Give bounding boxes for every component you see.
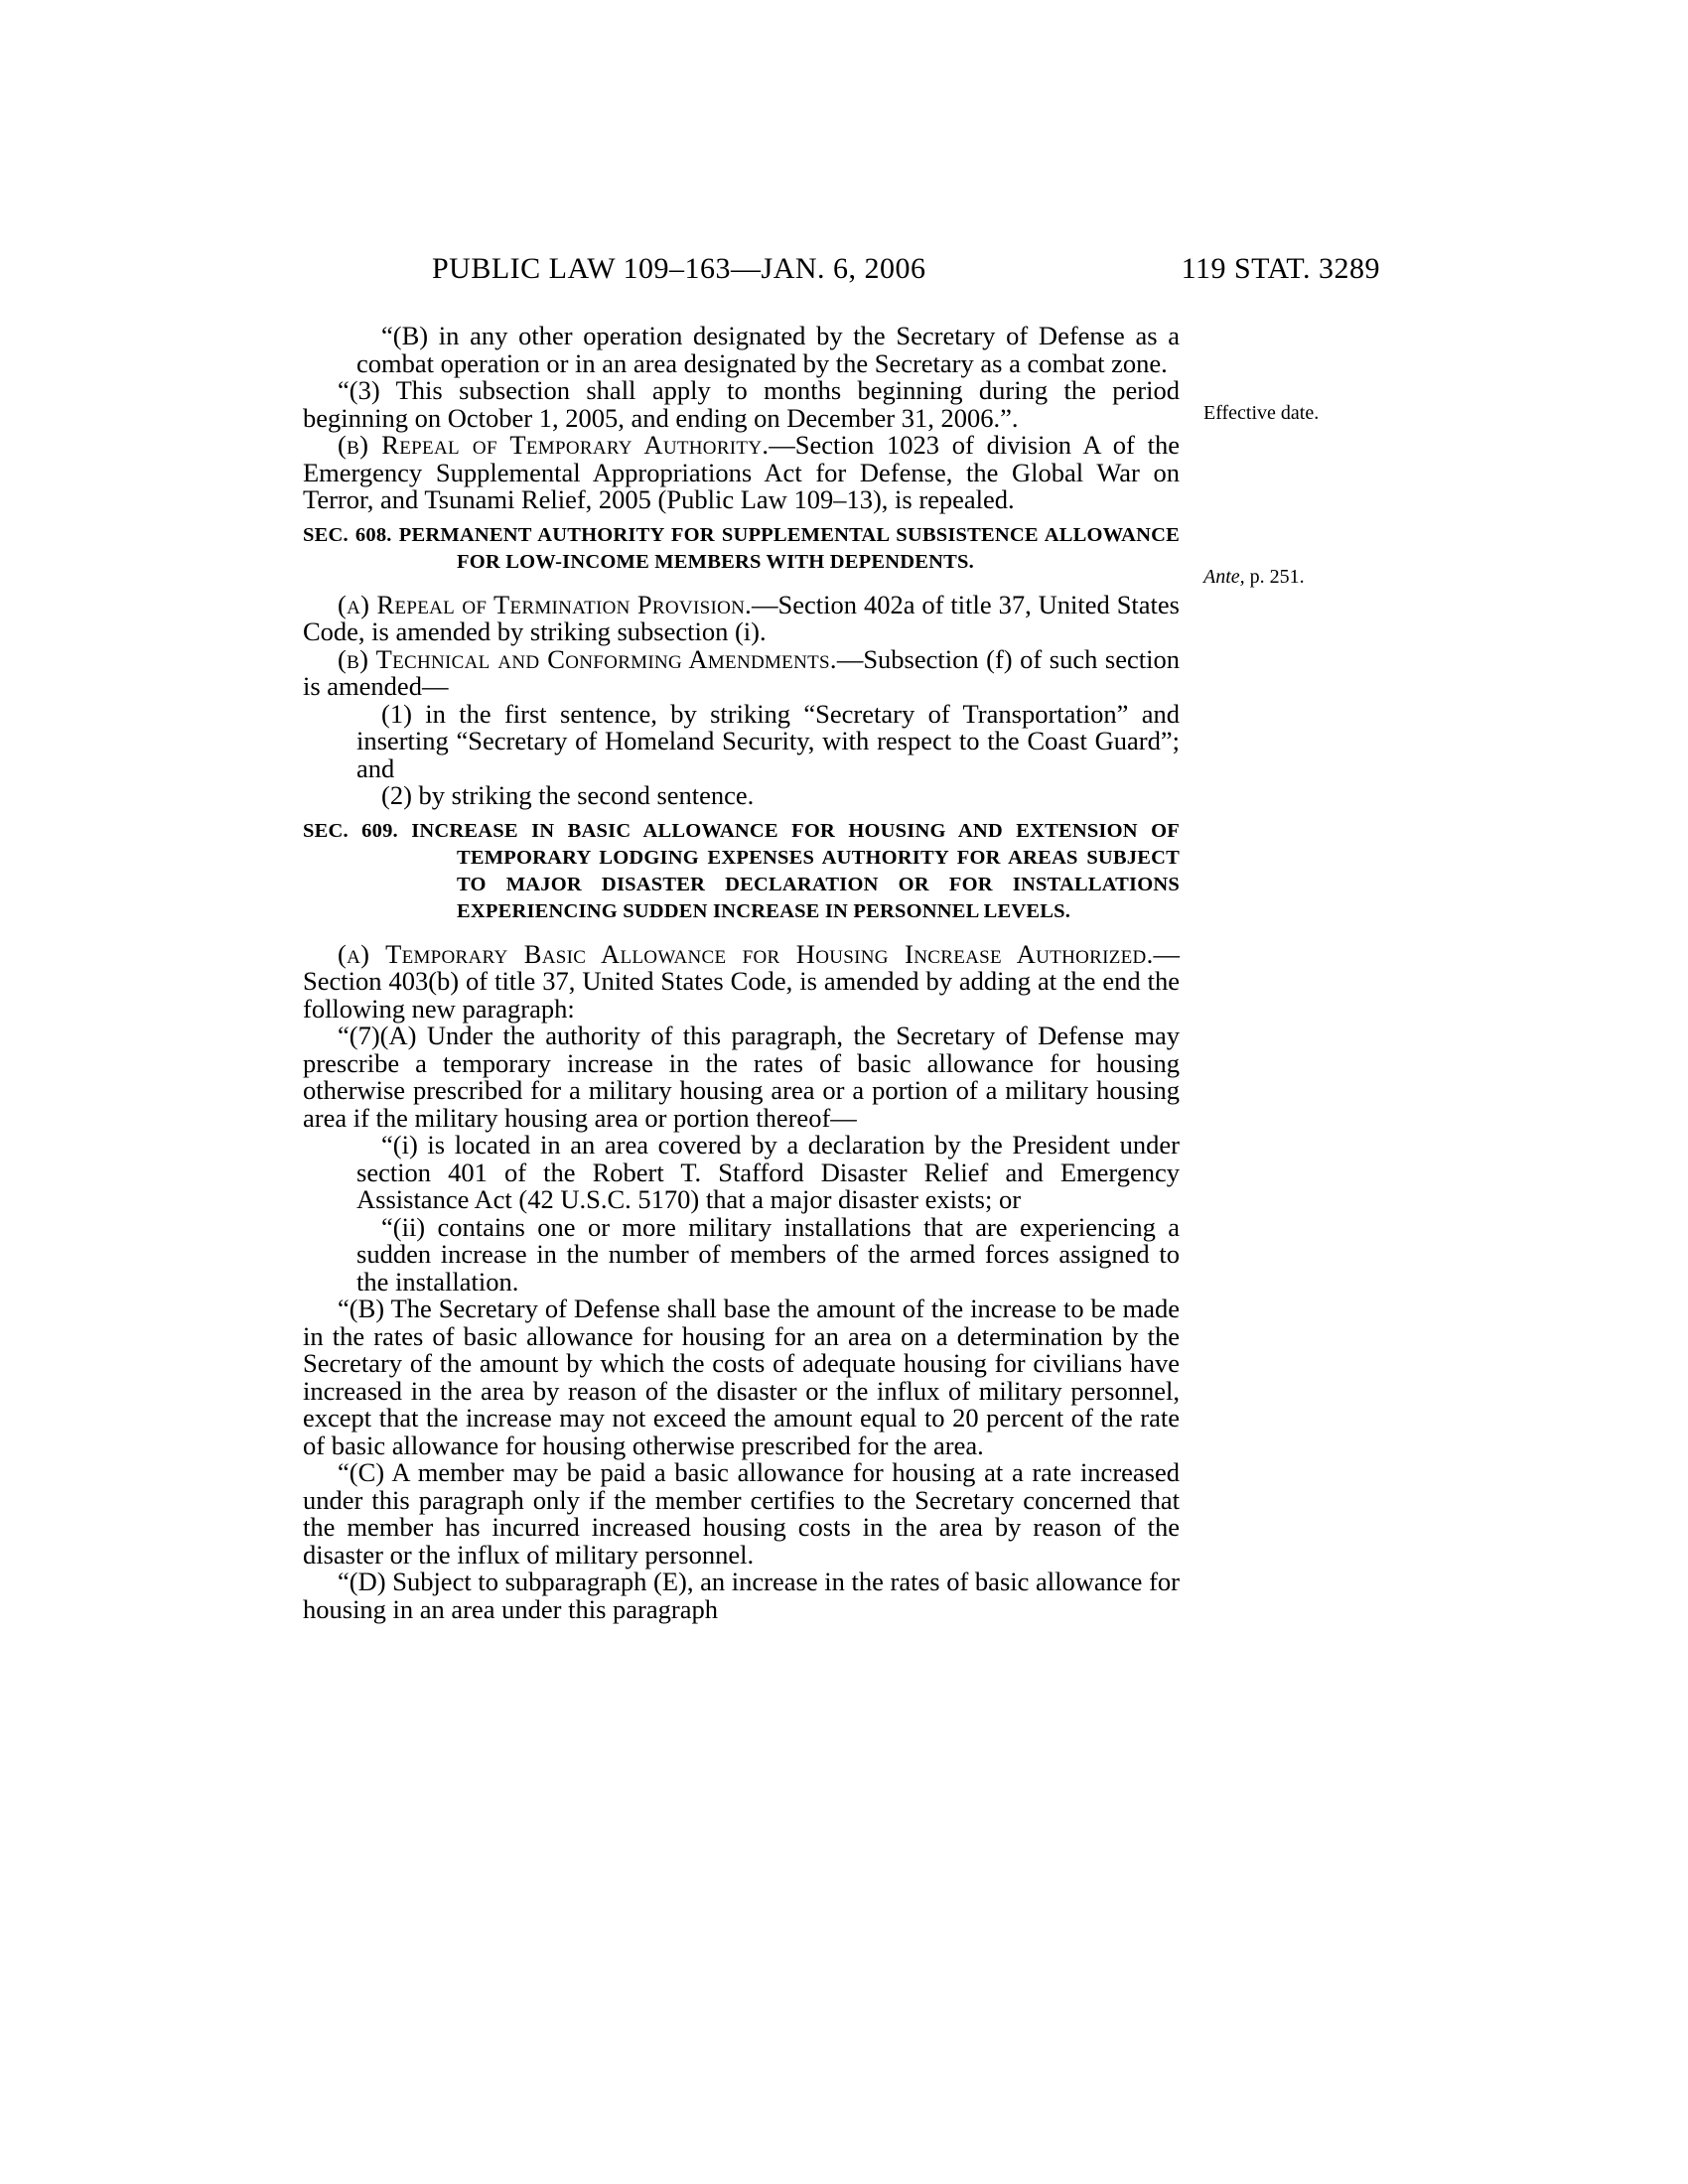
paragraph-7c: “(C) A member may be paid a basic allowance for housing at a rate increased under this paragraph only if the member certifies to the Secretary concerned that the member has incurred increased housing costs in the area by reason of the disaster or the influx of military personnel. <box>303 1457 1180 1570</box>
margin-note-effective-date: Effective date. <box>1203 402 1320 424</box>
clause-i: “(i) is located in an area covered by a declaration by the President under section 401 of the Robert T. Stafford Disaster Relief and Emergency Assistance Act (42 U.S.C. 5170) that a major disaster exists; or <box>356 1130 1180 1214</box>
paragraph-b-combat-zone: “(B) in any other operation designated by the Secretary of Defense as a combat operation or in an area designated by the Secretary as a combat zone. <box>356 321 1180 378</box>
running-header <box>303 252 1380 292</box>
margin-note-ante-italic: Ante, <box>1203 566 1245 588</box>
paragraph-temporary-bah-increase <box>303 938 1180 1024</box>
subsection-heading: (b) Repeal of Temporary Authority. <box>338 430 770 460</box>
section-608-heading: SEC. 608. PERMANENT AUTHORITY FOR SUPPLEMENTAL SUBSISTENCE ALLOWANCE FOR LOW-INCOME MEMBERS WITH DEPENDENTS. <box>303 523 1180 573</box>
subsection-heading: (a) Repeal of Termination Provision. <box>338 589 753 619</box>
subsection-text: —Section 403(b) of title 37, United States Code, is amended by adding at the end the following new paragraph: <box>303 938 1180 1024</box>
subsection-heading: (a) Temporary Basic Allowance for Housing Increase Authorized. <box>338 938 1154 969</box>
margin-note-ante <box>1203 566 1305 589</box>
section-609-heading: SEC. 609. INCREASE IN BASIC ALLOWANCE FOR HOUSING AND EXTENSION OF TEMPORARY LODGING EXPENSES AUTHORITY FOR AREAS SUBJECT TO MAJOR DISASTER DECLARATION OR FOR INSTALLATIONS EXPERIENCING SUDDEN INCREASE IN PERSONNEL LEVELS. <box>303 819 1180 922</box>
paragraph-effective-date: “(3) This subsection shall apply to months beginning during the period beginning on October 1, 2005, and ending on December 31, 2006.”. <box>303 375 1180 433</box>
paragraph-7d: “(D) Subject to subparagraph (E), an increase in the rates of basic allowance for housing in an area under this paragraph <box>303 1567 1180 1624</box>
subsection-text: —Subsection (f) of such section is amended— <box>303 643 1180 701</box>
subsection-text: —Section 1023 of division A of the Emergency Supplemental Appropriations Act for Defense, the Global War on Terror, and Tsunami Relief, 2005 (Public Law 109–13), is repealed. <box>303 430 1180 514</box>
paragraph-7b: “(B) The Secretary of Defense shall base the amount of the increase to be made in the rates of basic allowance for housing for an area on a determination by the Secretary of the amount by which the costs of adequate housing for civilians have increased in the area by reason of the disaster or the influx of military personnel, except that the increase may not exceed the amount equal to 20 percent of the rate of basic allowance for housing otherwise prescribed for the area. <box>303 1294 1180 1460</box>
paragraph-technical-amendments <box>303 643 1180 701</box>
paragraph-7a: “(7)(A) Under the authority of this paragraph, the Secretary of Defense may prescribe a temporary increase in the rates of basic allowance for housing otherwise prescribed for a military housing area or a portion of a military housing area if the military housing area or portion thereof— <box>303 1021 1180 1133</box>
paragraph-repeal-termination <box>303 589 1180 646</box>
header-stat-citation: 119 STAT. 3289 <box>1181 252 1380 285</box>
paragraph-repeal-temporary-authority <box>303 432 1180 514</box>
subsection-text: —Section 402a of title 37, United States Code, is amended by striking subsection (i). <box>303 589 1180 646</box>
document-body <box>303 323 1180 1623</box>
list-item-2: (2) by striking the second sentence. <box>381 780 755 810</box>
clause-ii: “(ii) contains one or more military installations that are experiencing a sudden increase in the number of members of the armed forces assigned to the installation. <box>356 1211 1180 1297</box>
margin-note-ante-page: p. 251. <box>1244 566 1305 588</box>
list-item-1: (1) in the first sentence, by striking “Secretary of Transportation” and inserting “Secretary of Homeland Security, with respect to the Coast Guard”; and <box>356 698 1180 783</box>
header-title: PUBLIC LAW 109–163—JAN. 6, 2006 <box>432 252 926 285</box>
subsection-heading: (b) Technical and Conforming Amendments. <box>338 643 837 674</box>
